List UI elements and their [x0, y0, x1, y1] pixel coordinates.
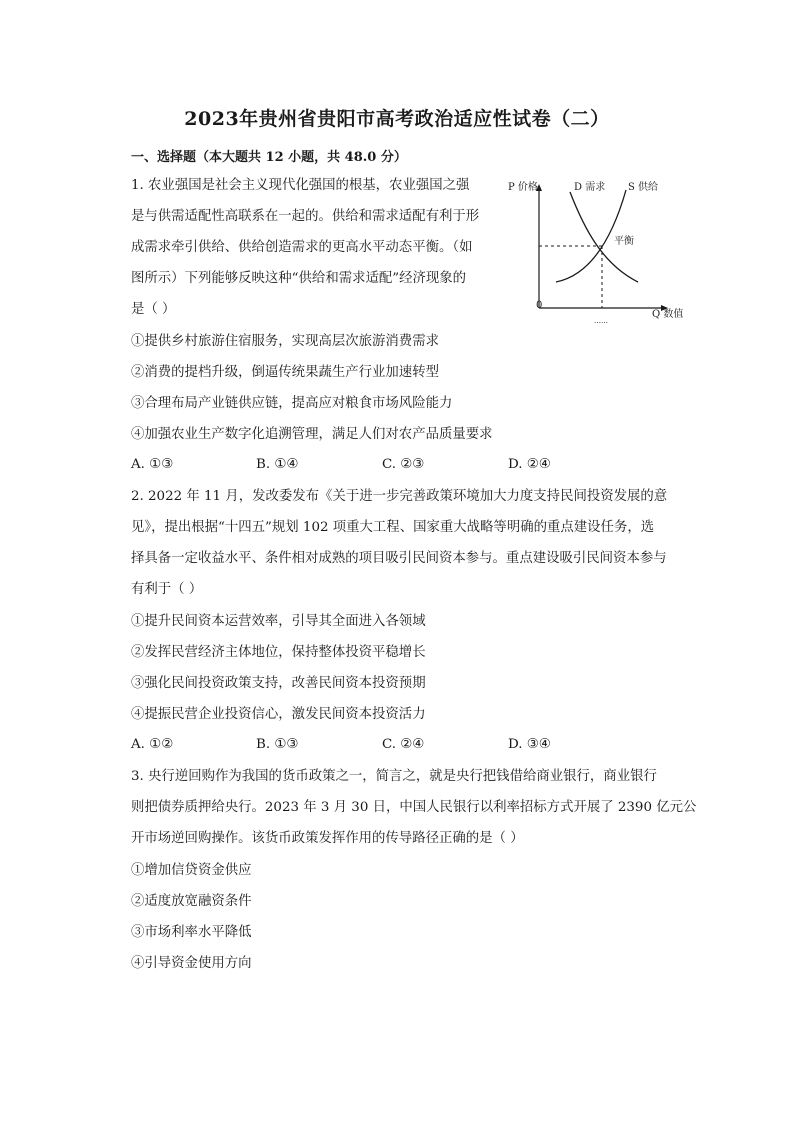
q1-item-2: ②消费的提档升级，倒逼传统果蔬生产行业加速转型	[131, 365, 439, 380]
q2-item-4: ④提振民营企业投资信心，激发民间资本投资活力	[131, 707, 426, 722]
q2-option-a: A. ①②	[131, 737, 174, 752]
q2-item-2: ②发挥民营经济主体地位，保持整体投资平稳增长	[131, 645, 426, 660]
below-axis-mark: ……	[594, 317, 608, 324]
q3-item-2: ②适度放宽融资条件	[131, 894, 252, 909]
q2-item-3: ③强化民间投资政策支持，改善民间资本投资预期	[131, 676, 426, 691]
q1-line-3: 成需求牵引供给、供给创造需求的更高水平动态平衡。（如	[131, 240, 473, 255]
q2-option-b: B. ①③	[256, 737, 299, 752]
y-axis-label: P 价格	[508, 182, 538, 193]
q1-item-1: ①提供乡村旅游住宿服务，实现高层次旅游消费需求	[131, 334, 439, 349]
q1-option-a: A. ①③	[131, 457, 174, 472]
q1-option-c: C. ②③	[382, 457, 425, 472]
q1-option-d: D. ②④	[508, 457, 551, 472]
q2-line-2: 见》，提出根据“十四五”规划 102 项重大工程、国家重大战略等明确的重点建设任务，选	[131, 520, 655, 535]
q1-item-3: ③合理布局产业链供应链，提高应对粮食市场风险能力	[131, 396, 453, 411]
supply-label: S 供给	[628, 182, 659, 193]
q1-line-4: 图所示）下列能够反映这种“供给和需求适配”经济现象的	[131, 271, 467, 286]
q2-line-4: 有利于（ ）	[131, 582, 203, 597]
q1-item-4: ④加强农业生产数字化追溯管理，满足人们对农产品质量要求	[131, 427, 493, 442]
q2-option-d: D. ③④	[508, 737, 551, 752]
q3-line-3: 开市场逆回购操作。该货币政策发挥作用的传导路径正确的是（ ）	[131, 831, 524, 846]
q1-option-b: B. ①④	[256, 457, 299, 472]
x-axis-label: Q 数值	[652, 309, 684, 320]
section-heading: 一、选择题（本大题共 12 小题，共 48.0 分）	[131, 150, 407, 165]
q3-line-2: 则把债券质押给央行。2023 年 3 月 30 日，中国人民银行以利率招标方式开展了 2390 亿元公	[131, 800, 697, 815]
demand-label: D 需求	[574, 182, 606, 193]
q2-item-1: ①提升民间资本运营效率，引导其全面进入各领域	[131, 614, 426, 629]
supply-demand-figure	[506, 172, 696, 324]
q3-line-1: 3. 央行逆回购作为我国的货币政策之一，简言之，就是央行把钱借给商业银行，商业银行	[131, 769, 657, 784]
q3-item-1: ①增加信贷资金供应	[131, 863, 252, 878]
q2-option-c: C. ②④	[382, 737, 425, 752]
q3-item-4: ④引导资金使用方向	[131, 956, 252, 971]
equilibrium-label: 平衡	[614, 236, 634, 247]
origin-label: 0	[536, 300, 543, 311]
q2-line-1: 2. 2022 年 11 月，发改委发布《关于进一步完善政策环境加大力度支持民间投资发展的意	[131, 489, 668, 504]
page-title: 2023年贵州省贵阳市高考政治适应性试卷（二）	[184, 108, 610, 130]
q1-line-5: 是（ ）	[131, 302, 176, 317]
q1-line-2: 是与供需适配性高联系在一起的。供给和需求适配有利于形	[131, 209, 480, 224]
q3-item-3: ③市场利率水平降低	[131, 925, 252, 940]
q2-line-3: 择具备一定收益水平、条件相对成熟的项目吸引民间资本参与。重点建设吸引民间资本参与	[131, 551, 667, 566]
q1-line-1: 1. 农业强国是社会主义现代化强国的根基，农业强国之强	[131, 178, 470, 193]
